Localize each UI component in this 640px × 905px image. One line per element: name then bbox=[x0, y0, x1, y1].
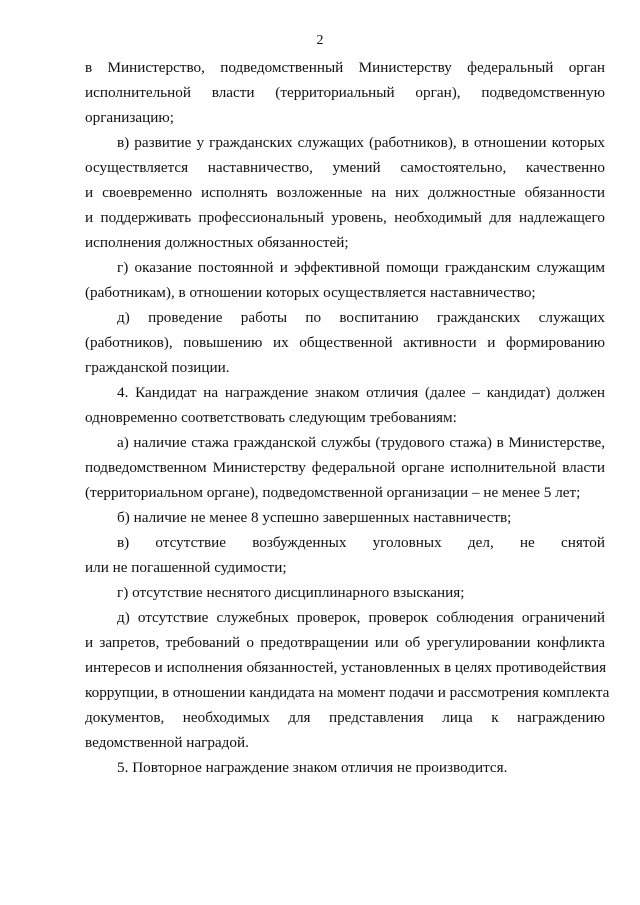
text-line: (работникам), в отношении которых осуществляется наставничество; bbox=[85, 284, 536, 301]
paragraph-p-5 bbox=[85, 755, 605, 780]
text-line: г) отсутствие неснятого дисциплинарного взыскания; bbox=[117, 584, 465, 601]
text-line: в) развитие у гражданских служащих (работников), в отношении которых bbox=[117, 134, 605, 151]
paragraph-p-v bbox=[85, 130, 605, 255]
text-line: (работников), повышению их общественной активности и формированию bbox=[85, 334, 605, 351]
text-line: в) отсутствие возбужденных уголовных дел, не снятой bbox=[117, 534, 605, 551]
text-line: гражданской позиции. bbox=[85, 359, 230, 376]
text-line: и своевременно исполнять возложенные на них должностные обязанности bbox=[85, 184, 605, 201]
text-line: подведомственном Министерству федеральной органе исполнительной власти bbox=[85, 459, 605, 476]
paragraph-p-4d bbox=[85, 605, 610, 755]
page-number: 2 bbox=[316, 33, 324, 48]
text-line: (территориальном органе), подведомственной организации – не менее 5 лет; bbox=[85, 484, 581, 501]
text-line: осуществляется наставничество, умений самостоятельно, качественно bbox=[85, 159, 605, 176]
text-line: ведомственной наградой. bbox=[85, 734, 249, 751]
paragraph-p-cont bbox=[85, 55, 605, 130]
paragraph-p-4v bbox=[85, 530, 605, 580]
text-line: и запретов, требований о предотвращении или об урегулировании конфликта bbox=[85, 634, 605, 651]
text-line: коррупции, в отношении кандидата на момент подачи и рассмотрения комплекта bbox=[85, 684, 610, 701]
text-line: 5. Повторное награждение знаком отличия не производится. bbox=[117, 759, 508, 776]
text-line: документов, необходимых для представления лица к награждению bbox=[85, 709, 605, 726]
text-line: организацию; bbox=[85, 109, 174, 126]
paragraph-p-4a bbox=[85, 430, 605, 505]
paragraph-p-d bbox=[85, 305, 605, 380]
text-line: одновременно соответствовать следующим требованиям: bbox=[85, 409, 457, 426]
text-line: и поддерживать профессиональный уровень, необходимый для надлежащего bbox=[85, 209, 605, 226]
text-line: д) отсутствие служебных проверок, проверок соблюдения ограничений bbox=[117, 609, 605, 626]
paragraph-p-4b bbox=[85, 505, 605, 530]
text-line: 4. Кандидат на награждение знаком отличия (далее – кандидат) должен bbox=[117, 384, 605, 401]
text-line: в Министерство, подведомственный Министерству федеральный орган bbox=[85, 59, 605, 76]
text-line: исполнения должностных обязанностей; bbox=[85, 234, 349, 251]
text-line: интересов и исполнения обязанностей, установленных в целях противодействия bbox=[85, 659, 607, 676]
paragraph-p-g bbox=[85, 255, 605, 305]
paragraph-p-4g bbox=[85, 580, 605, 605]
text-line: б) наличие не менее 8 успешно завершенных наставничеств; bbox=[117, 509, 512, 526]
paragraph-p-4 bbox=[85, 380, 605, 430]
text-line: г) оказание постоянной и эффективной помощи гражданским служащим bbox=[117, 259, 605, 276]
text-line: исполнительной власти (территориальный орган), подведомственную bbox=[85, 84, 605, 101]
document-body bbox=[85, 55, 610, 780]
text-line: а) наличие стажа гражданской службы (трудового стажа) в Министерстве, bbox=[117, 434, 605, 451]
text-line: д) проведение работы по воспитанию гражданских служащих bbox=[117, 309, 605, 326]
text-line: или не погашенной судимости; bbox=[85, 559, 287, 576]
